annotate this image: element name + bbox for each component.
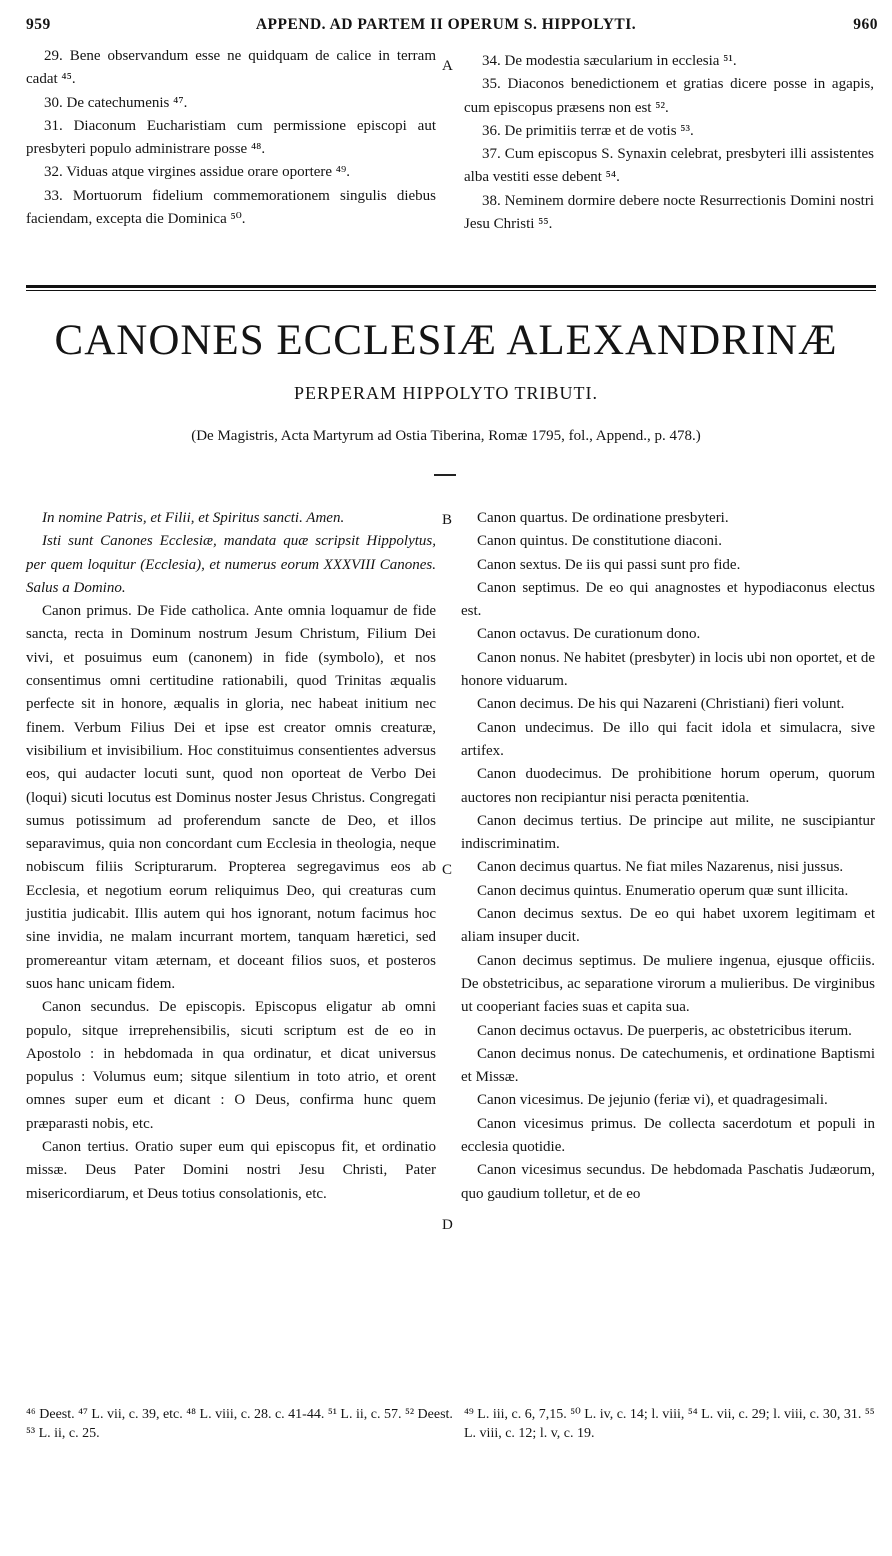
canon-entry: Canon decimus tertius. De principe aut milite, ne suscipiantur indiscriminatim.: [461, 812, 875, 853]
margin-letter-d: D: [442, 1217, 453, 1233]
canon-entry: Canon nonus. Ne habitet (presbyter) in locis ubi non oportet, et de honore viduarum.: [461, 649, 875, 690]
canon-entry: Canon vicesimus primus. De collecta sacerdotum et populi in ecclesia quotidie.: [461, 1115, 875, 1156]
top-list-left: [26, 45, 436, 231]
canon-entry: Canon vicesimus. De jejunio (feriæ vi), et quadragesimali.: [477, 1092, 828, 1109]
separator-dash: [434, 474, 456, 476]
canon-entry: Canon sextus. De iis qui passi sunt pro fide.: [477, 556, 741, 573]
canon-paragraph: Canon primus. De Fide catholica. Ante omnia loquamur de fide sancta, recta in Dominum nostrum Jesum Christum, Filium Dei vivi, et posuimus eum (canonem) in fide (symbolo), et nos consentimus omni certitudine rationabili, quod Trinitas æqualis perfecte sit in honore, æqualis in gloria, nec habeat initium nec finem. Verbum Filius Dei et ipse est creator omnis creaturæ, visibilium et invisibilium. Hoc constituimus consentientes adversus eos, qui audacter locuti sunt, quod non oporteat de Verbo Dei (loqui) sicuti locutus est Dominus noster Jesus Christus. Congregati sumus potissimum ad proferendum sancte de Deo, et illos separavimus, quia non concordant cum Ecclesia in theologia, neque nobiscum filiis Scripturarum. Propterea segregavimus eos ab Ecclesia, et negotium eorum reliquimus Deo, qui creaturas cum justitia judicabit. Illis autem qui hos ignorant, notum facimus hoc sine invidia, ne malam incurrant mortem, tanquam hæretici, sed promereantur vitam æternam, et doceant filios suos, et posteros suos hanc unicam fidem.: [26, 603, 436, 992]
top-list-right: [464, 50, 874, 236]
canon-entry: Canon decimus sextus. De eo qui habet uxorem legitimam et aliam insuper ducit.: [461, 906, 875, 946]
canon-entry: Canon quartus. De ordinatione presbyteri.: [477, 510, 729, 526]
list-item: 35. Diaconos benedictionem et gratias dicere posse in agapis, cum episcopus præsens non est ⁵².: [464, 76, 874, 116]
list-item: 30. De catechumenis ⁴⁷.: [44, 94, 188, 111]
list-item: 31. Diaconum Eucharistiam cum permissione episcopi aut presbyteri populo administrare posse ⁴⁸.: [26, 117, 436, 158]
canon-entry: Canon decimus octavus. De puerperis, ac obstetricibus iterum.: [477, 1022, 852, 1039]
canon-entry: Canon vicesimus secundus. De hebdomada Paschatis Judæorum, quo gaudium tolletur, et de eo: [461, 1162, 875, 1202]
canon-entry: Canon undecimus. De illo qui facit idola et simulacra, sive artifex.: [461, 719, 875, 759]
page-number-right: 960: [853, 16, 878, 33]
list-item: 29. Bene observandum esse ne quidquam de calice in terram cadat ⁴⁵.: [26, 48, 436, 88]
canon-paragraph: Canon tertius. Oratio super eum qui episcopus fit, et ordinatio missæ. Deus Pater Domini nostri Jesu Christi, Pater misericordiarum, et Deus totius consolationis, etc.: [26, 1139, 436, 1202]
section-rule-thin: [26, 290, 876, 291]
canon-entry: Canon decimus nonus. De catechumenis, et ordinatione Baptismi et Missæ.: [461, 1045, 875, 1086]
source-citation: (De Magistris, Acta Martyrum ad Ostia Tiberina, Romæ 1795, fol., Append., p. 478.): [191, 428, 701, 444]
section-rule: [26, 285, 876, 288]
margin-letter-a: A: [442, 58, 453, 74]
section-subtitle: PERPERAM HIPPOLYTO TRIBUTI.: [293, 383, 599, 403]
intro-paragraph: Isti sunt Canones Ecclesiæ, mandata quæ scripsit Hippolytus, per quem loquitur (Ecclesia), et numerus eorum XXXVIII Canones. Salus a Domino.: [26, 533, 436, 596]
section-title: CANONES ECCLESIÆ ALEXANDRINÆ: [54, 317, 838, 364]
list-item: 33. Mortuorum fidelium commemorationem singulis diebus faciendam, excepta die Dominica ⁵⁰.: [26, 187, 436, 228]
list-item: 36. De primitiis terræ et de votis ⁵³.: [482, 122, 694, 139]
canon-paragraph: Canon secundus. De episcopis. Episcopus eligatur ab omni populo, sitque irreprehensibilis, sicuti scriptum est de eo in Apostolo : in hebdomada in qua ordinatur, et dicat universus populus : Volumus eum; sitque silentium in toto atrio, et orent omnes super eum et dicant : O Deus, confirma hunc quem præparasti nobis, etc.: [26, 999, 436, 1132]
invocation: In nomine Patris, et Filii, et Spiritus sancti. Amen.: [42, 510, 345, 526]
footnotes-left: ⁴⁶ Deest. ⁴⁷ L. vii, c. 39, etc. ⁴⁸ L. viii, c. 28. c. 41-44. ⁵¹ L. ii, c. 57. ⁵² Deest. ⁵³ L. ii, c. 25.: [26, 1407, 453, 1441]
margin-letter-c: C: [442, 862, 453, 878]
canon-entry: Canon decimus. De his qui Nazareni (Christiani) fieri volunt.: [477, 696, 845, 713]
canon-entry: Canon decimus septimus. De muliere ingenua, ejusque officiis. De obstetricibus, ac separatione virorum a mulieribus. De virginibus ut cooperiant facies suas et capita sua.: [461, 952, 875, 1016]
list-item: 32. Viduas atque virgines assidue orare oportere ⁴⁹.: [44, 164, 351, 181]
canon-entry: Canon decimus quintus. Enumeratio operum quæ sunt illicita.: [477, 882, 849, 899]
footnotes-right: ⁴⁹ L. iii, c. 6, 7,15. ⁵⁰ L. iv, c. 14; l. viii, ⁵⁴ L. vii, c. 29; l. viii, c. 30, 31. ⁵⁵ L. viii, c. 12; l. v, c. 19.: [464, 1407, 875, 1441]
list-item: 37. Cum episcopus S. Synaxin celebrat, presbyteri illi assistentes alba vestiti esse debent ⁵⁴.: [464, 146, 874, 186]
main-column-right: [461, 507, 875, 1206]
page-number-left: 959: [26, 16, 51, 33]
list-item: 34. De modestia sæcularium in ecclesia ⁵¹.: [482, 53, 737, 69]
canon-entry: Canon decimus quartus. Ne fiat miles Nazarenus, nisi jussus.: [477, 859, 844, 876]
canon-entry: Canon octavus. De curationum dono.: [477, 626, 701, 643]
canon-entry: Canon quintus. De constitutione diaconi.: [477, 533, 722, 550]
main-column-left: [26, 507, 436, 1206]
margin-letter-b: B: [442, 512, 453, 528]
running-title: APPEND. AD PARTEM II OPERUM S. HIPPOLYTI.: [255, 16, 637, 33]
canon-entry: Canon duodecimus. De prohibitione horum operum, quorum auctores non recipiantur nisi peracta pœnitentia.: [461, 766, 875, 806]
canon-entry: Canon septimus. De eo qui anagnostes et hypodiaconus electus est.: [461, 579, 875, 620]
list-item: 38. Neminem dormire debere nocte Resurrectionis Domini nostri Jesu Christi ⁵⁵.: [464, 192, 874, 233]
